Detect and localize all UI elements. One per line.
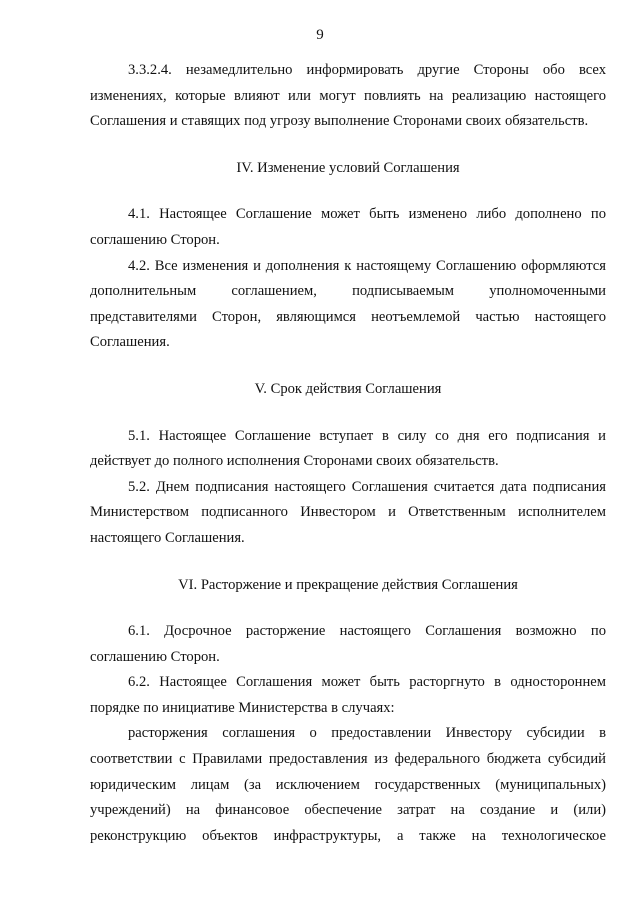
clause-5-1: 5.1. Настоящее Соглашение вступает в силу со дня его подписания и действует до полного исполнения Сторонами своих обязательств. bbox=[90, 427, 606, 470]
section-5-heading: V. Срок действия Соглашения bbox=[254, 380, 442, 397]
page-number: 9 bbox=[316, 27, 324, 43]
clause-4-1: 4.1. Настоящее Соглашение может быть изменено либо дополнено по соглашению Сторон. bbox=[90, 206, 606, 248]
clause-6-2-case-1: расторжения соглашения о предоставлении Инвестору субсидии в соответствии с Правилами предоставления из федерального бюджета субсидий юридическим лицам (за исключением государственных (муниципальных) учреждений) на финансовое обеспечение затрат на создание и (или) реконструкцию объектов инфраструктуры, а также на технологическое bbox=[90, 725, 606, 844]
section-6-heading: VI. Расторжение и прекращение действия Соглашения bbox=[178, 576, 518, 593]
section-4-heading: IV. Изменение условий Соглашения bbox=[236, 159, 460, 176]
clause-4-2: 4.2. Все изменения и дополнения к настоящему Соглашению оформляются дополнительным соглашением, подписываемым уполномоченными представителями Сторон, являющимся неотъемлемой частью настоящего Соглашения. bbox=[90, 257, 606, 351]
clause-6-1: 6.1. Досрочное расторжение настоящего Соглашения возможно по соглашению Сторон. bbox=[90, 623, 606, 665]
clause-6-2: 6.2. Настоящее Соглашения может быть расторгнуто в одностороннем порядке по инициативе Министерства в случаях: bbox=[90, 674, 606, 716]
document-body bbox=[90, 58, 606, 849]
clause-3-3-2-4: 3.3.2.4. незамедлительно информировать другие Стороны обо всех изменениях, которые влияют или могут повлиять на реализацию настоящего Соглашения и ставящих под угрозу выполнение Сторонами своих обязательств. bbox=[90, 62, 606, 130]
clause-5-2: 5.2. Днем подписания настоящего Соглашения считается дата подписания Министерством подписанного Инвестором и Ответственным исполнителем настоящего Соглашения. bbox=[90, 478, 606, 546]
